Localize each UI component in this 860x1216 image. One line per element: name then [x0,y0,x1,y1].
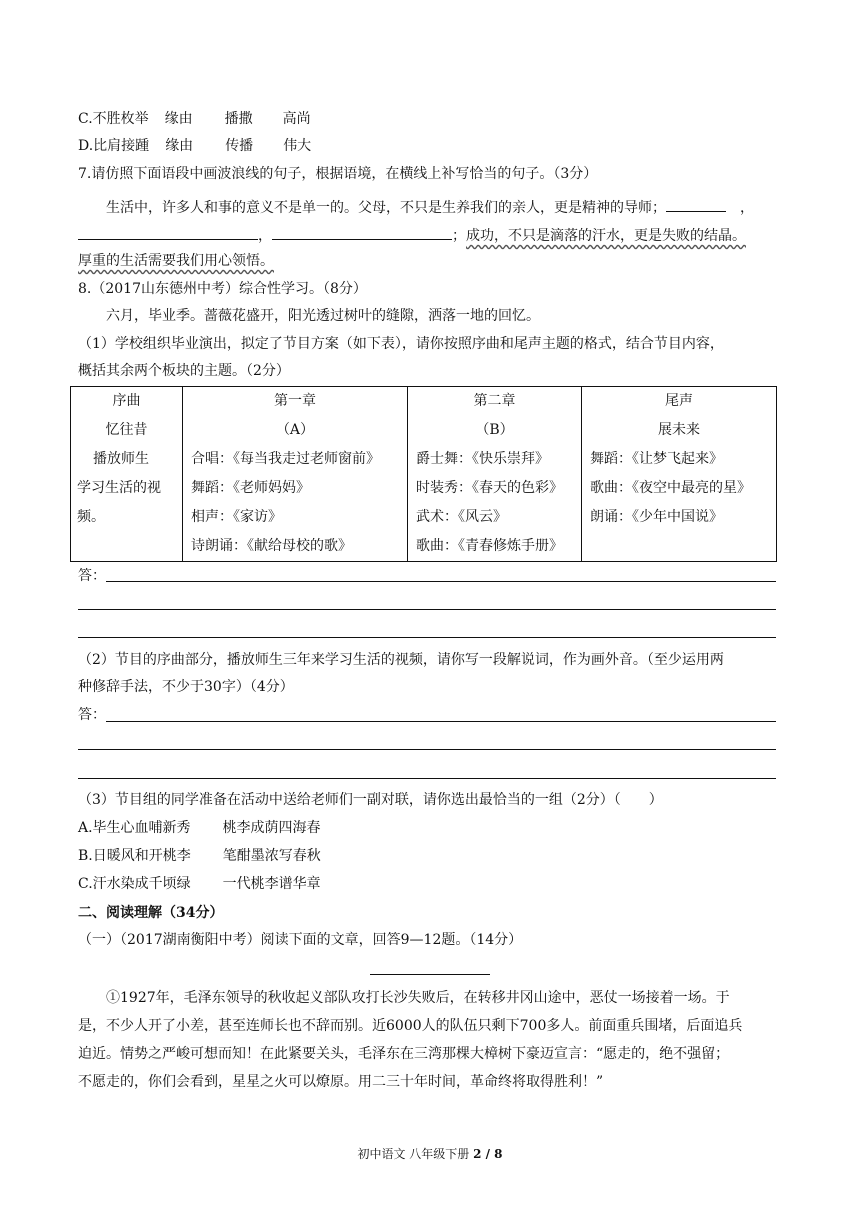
chapter2-item: 时装秀：《春天的色彩》 [416,480,563,496]
q8-stem: 8.（2017山东德州中考）综合性学习。（8分） [78,281,367,297]
q7-blank-2[interactable] [78,224,258,240]
couplet-a-upper: A.毕生心血哺新秀 [78,820,191,836]
q7-semicolon: ； [452,228,466,244]
chapter1-theme-blank: （A） [275,422,315,438]
couplet-option-a [78,818,321,838]
q8-sub3: （3）节目组的同学准备在活动中送给老师们一副对联，请你选出最恰当的一组（2分）（ ） [78,792,663,808]
answer-line[interactable] [78,749,776,750]
couplet-option-b [78,846,321,866]
prelude-content-2: 学习生活的视 [77,480,161,496]
option-d-term-3: 传播 [225,138,254,154]
article-paragraph-line: 不愿走的，你们会看到，星星之火可以燎原。用二三十年时间，革命终将取得胜利！” [78,1074,604,1090]
footer-course: 初中语文 八年级下册 [357,1147,474,1161]
q8-intro: 六月，毕业季。蔷薇花盛开，阳光透过树叶的缝隙，洒落一地的回忆。 [106,308,540,324]
chapter2-item: 爵士舞：《快乐崇拜》 [416,451,549,467]
q7-comma-2: ， [258,228,272,244]
finale-item: 舞蹈：《让梦飞起来》 [590,451,723,467]
q8-sub2-line-2: 种修辞手法，不少于30字）（4分） [78,679,294,695]
q8-sub1-line-1: （1）学校组织毕业演出，拟定了节目方案（如下表），请你按照序曲和尾声主题的格式，结合节目内容， [78,336,724,352]
couplet-b-lower: 笔酣墨浓写春秋 [222,848,321,864]
prelude-theme: 忆往昔 [105,422,148,438]
chapter1-header: 第一章 [274,393,316,409]
finale-item: 朗诵：《少年中国说》 [590,509,723,525]
prelude-header: 序曲 [112,393,141,409]
option-d-term-1: D.比肩接踵 [78,138,150,154]
chapter2-item: 武术：《风云》 [416,509,507,525]
table-col-chapter-1 [183,387,408,562]
finale-header: 尾声 [665,393,693,409]
couplet-b-upper: B.日暖风和开桃李 [78,848,191,864]
chapter1-item: 合唱：《每当我走过老师窗前》 [191,451,380,467]
table-col-chapter-2 [408,387,582,562]
chapter1-item: 诗朗诵：《献给母校的歌》 [191,538,352,554]
finale-theme: 展未来 [658,422,700,438]
option-c [78,109,311,129]
option-c-term-2: 缘由 [164,111,193,127]
answer-label-2: 答： [78,707,106,723]
article-paragraph-line: 迫近。情势之严峻可想而知！在此紧要关头，毛泽东在三湾那棵大樟树下豪迈宣言：“愿走的，绝不强留； [78,1046,730,1062]
q7-paragraph-line-1 [106,196,754,218]
q7-wavy-sentence-1: 成功，不只是滴落的汗水，更是失败的结晶。 [466,228,746,244]
page-number: 2 / 8 [473,1147,503,1161]
answer-label-1: 答： [78,568,106,584]
answer-line[interactable] [78,778,776,779]
table-col-prelude [71,387,183,562]
table-col-finale [582,387,777,562]
answer-line[interactable] [106,581,776,582]
couplet-option-c [78,874,321,894]
prelude-content-1: 播放师生 [93,451,149,467]
article-paragraph-line: 是，不少人开了小差，甚至连师长也不辞而别。近6000人的队伍只剩下700多人。前面重兵围堵，后面追兵 [78,1018,743,1034]
q7-comma: ， [740,200,754,216]
section-sub-heading: （一）（2017湖南衡阳中考）阅读下面的文章，回答9—12题。（14分） [78,932,523,948]
couplet-c-lower: 一代桃李谱华章 [222,876,321,892]
article-title-blank [370,974,490,975]
q8-sub2-line-1: （2）节目的序曲部分，播放师生三年来学习生活的视频，请你写一段解说词，作为画外音。（至少运用两 [78,652,724,668]
couplet-a-lower: 桃李成荫四海春 [222,820,321,836]
chapter2-item: 歌曲：《青春修炼手册》 [416,538,563,554]
option-c-term-3: 播撒 [224,111,253,127]
q7-text: 生活中，许多人和事的意义不是单一的。父母，不只是生养我们的亲人，更是精神的导师； [106,200,666,216]
answer-line[interactable] [78,609,776,610]
chapter1-item: 舞蹈：《老师妈妈》 [191,480,310,496]
option-d-term-2: 缘由 [165,138,194,154]
option-d-term-4: 伟大 [283,138,312,154]
prelude-content-3: 频。 [77,509,105,525]
q7-blank-1[interactable] [666,196,726,212]
answer-line[interactable] [106,721,776,722]
q7-paragraph-line-3 [78,251,274,271]
finale-item: 歌曲：《夜空中最亮的星》 [590,480,751,496]
q7-stem: 7.请仿照下面语段中画波浪线的句子，根据语境，在横线上补写恰当的句子。（3分） [78,166,598,182]
couplet-c-upper: C.汗水染成千顷绿 [78,876,191,892]
answer-line[interactable] [78,637,776,638]
section-heading: 二、阅读理解（34分） [78,905,224,921]
chapter2-theme-blank: （B） [475,422,514,438]
option-c-term-4: 高尚 [282,111,311,127]
option-c-term-1: C.不胜枚举 [78,111,149,127]
chapter2-header: 第二章 [473,393,516,409]
q7-wavy-sentence-2: 厚重的生活需要我们用心领悟。 [78,253,274,269]
q7-blank-3[interactable] [272,224,452,240]
article-paragraph-line: ①1927年，毛泽东领导的秋收起义部队攻打长沙失败后，在转移井冈山途中，恶仗一场接着一场。于 [106,990,730,1006]
page-footer [0,1145,860,1162]
q7-paragraph-line-2 [78,224,746,246]
q8-sub1-line-2: 概括其余两个板块的主题。（2分） [78,363,290,379]
program-table [70,386,777,562]
option-d [78,136,311,156]
chapter1-item: 相声：《家访》 [191,509,282,525]
